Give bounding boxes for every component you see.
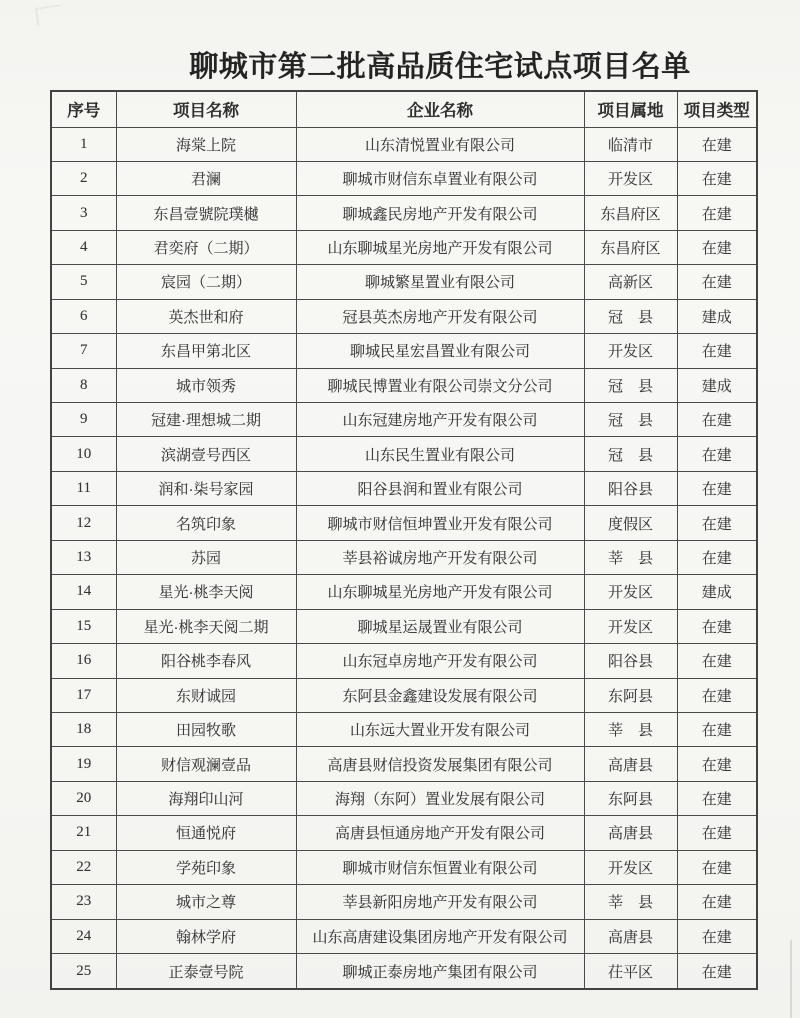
table-row bbox=[51, 885, 757, 919]
cell-project-name: 苏园 bbox=[116, 540, 296, 574]
table-row bbox=[51, 609, 757, 643]
cell-location: 开发区 bbox=[584, 334, 677, 368]
cell-project-type: 在建 bbox=[677, 403, 757, 437]
cell-project-type: 在建 bbox=[677, 747, 757, 781]
cell-company-name: 聊城民博置业有限公司崇文分公司 bbox=[296, 368, 584, 402]
table-row bbox=[51, 334, 757, 368]
table-row bbox=[51, 196, 757, 230]
cell-company-name: 聊城正泰房地产集团有限公司 bbox=[296, 954, 584, 990]
table-row bbox=[51, 781, 757, 815]
cell-project-type: 建成 bbox=[677, 368, 757, 402]
cell-project-type: 在建 bbox=[677, 265, 757, 299]
document-title: 聊城市第二批高品质住宅试点项目名单 bbox=[189, 51, 691, 83]
cell-project-name: 城市领秀 bbox=[116, 368, 296, 402]
cell-project-type: 在建 bbox=[677, 540, 757, 574]
cell-project-type: 在建 bbox=[677, 678, 757, 712]
cell-project-type: 在建 bbox=[677, 850, 757, 884]
cell-company-name: 山东高唐建设集团房地产开发有限公司 bbox=[296, 919, 584, 953]
cell-company-name: 聊城鑫民房地产开发有限公司 bbox=[296, 196, 584, 230]
cell-location: 东昌府区 bbox=[584, 230, 677, 264]
cell-index: 12 bbox=[51, 506, 116, 540]
cell-index: 4 bbox=[51, 230, 116, 264]
cell-index: 23 bbox=[51, 885, 116, 919]
table-row bbox=[51, 403, 757, 437]
cell-company-name: 高唐县财信投资发展集团有限公司 bbox=[296, 747, 584, 781]
table-row bbox=[51, 575, 757, 609]
cell-project-type: 建成 bbox=[677, 575, 757, 609]
table-row bbox=[51, 368, 757, 402]
cell-project-type: 在建 bbox=[677, 712, 757, 746]
cell-index: 5 bbox=[51, 265, 116, 299]
cell-company-name: 海翔（东阿）置业发展有限公司 bbox=[296, 781, 584, 815]
table-row bbox=[51, 850, 757, 884]
cell-company-name: 山东远大置业开发有限公司 bbox=[296, 712, 584, 746]
cell-index: 2 bbox=[51, 161, 116, 195]
cell-project-name: 恒通悦府 bbox=[116, 816, 296, 850]
cell-index: 22 bbox=[51, 850, 116, 884]
col-header-project-name: 项目名称 bbox=[116, 91, 296, 127]
cell-index: 14 bbox=[51, 575, 116, 609]
cell-index: 21 bbox=[51, 816, 116, 850]
cell-index: 25 bbox=[51, 954, 116, 990]
cell-index: 10 bbox=[51, 437, 116, 471]
table-row bbox=[51, 919, 757, 953]
cell-project-type: 在建 bbox=[677, 506, 757, 540]
cell-project-name: 阳谷桃李春风 bbox=[116, 644, 296, 678]
cell-project-type: 在建 bbox=[677, 954, 757, 990]
cell-index: 11 bbox=[51, 471, 116, 505]
cell-index: 9 bbox=[51, 403, 116, 437]
cell-location: 高唐县 bbox=[584, 747, 677, 781]
cell-company-name: 聊城繁星置业有限公司 bbox=[296, 265, 584, 299]
cell-location: 冠 县 bbox=[584, 403, 677, 437]
cell-project-name: 东财诚园 bbox=[116, 678, 296, 712]
cell-company-name: 冠县英杰房地产开发有限公司 bbox=[296, 299, 584, 333]
cell-company-name: 山东民生置业有限公司 bbox=[296, 437, 584, 471]
cell-company-name: 山东冠建房地产开发有限公司 bbox=[296, 403, 584, 437]
col-header-location: 项目属地 bbox=[584, 91, 677, 127]
cell-location: 东昌府区 bbox=[584, 196, 677, 230]
cell-location: 高唐县 bbox=[584, 919, 677, 953]
table-row bbox=[51, 816, 757, 850]
cell-company-name: 山东冠卓房地产开发有限公司 bbox=[296, 644, 584, 678]
col-header-index: 序号 bbox=[51, 91, 116, 127]
cell-project-name: 冠建·理想城二期 bbox=[116, 403, 296, 437]
table-row bbox=[51, 471, 757, 505]
cell-location: 度假区 bbox=[584, 506, 677, 540]
cell-location: 莘 县 bbox=[584, 712, 677, 746]
cell-project-name: 滨湖壹号西区 bbox=[116, 437, 296, 471]
cell-project-name: 翰林学府 bbox=[116, 919, 296, 953]
cell-project-type: 建成 bbox=[677, 299, 757, 333]
cell-project-name: 星光·桃李天阅二期 bbox=[116, 609, 296, 643]
scan-edge-line-artifact bbox=[790, 940, 792, 1018]
cell-company-name: 聊城市财信东恒置业有限公司 bbox=[296, 850, 584, 884]
cell-company-name: 山东聊城星光房地产开发有限公司 bbox=[296, 575, 584, 609]
header-row bbox=[51, 91, 757, 127]
table-row bbox=[51, 161, 757, 195]
cell-location: 开发区 bbox=[584, 850, 677, 884]
cell-project-type: 在建 bbox=[677, 127, 757, 161]
cell-company-name: 聊城星运晟置业有限公司 bbox=[296, 609, 584, 643]
cell-location: 阳谷县 bbox=[584, 644, 677, 678]
cell-project-type: 在建 bbox=[677, 644, 757, 678]
cell-index: 13 bbox=[51, 540, 116, 574]
cell-project-type: 在建 bbox=[677, 816, 757, 850]
cell-project-type: 在建 bbox=[677, 781, 757, 815]
cell-location: 东阿县 bbox=[584, 781, 677, 815]
cell-project-type: 在建 bbox=[677, 919, 757, 953]
cell-project-type: 在建 bbox=[677, 230, 757, 264]
cell-project-name: 君澜 bbox=[116, 161, 296, 195]
cell-company-name: 聊城市财信东卓置业有限公司 bbox=[296, 161, 584, 195]
table-row bbox=[51, 127, 757, 161]
cell-project-name: 海棠上院 bbox=[116, 127, 296, 161]
cell-location: 冠 县 bbox=[584, 299, 677, 333]
table-row bbox=[51, 437, 757, 471]
cell-project-name: 润和·柒号家园 bbox=[116, 471, 296, 505]
table-row bbox=[51, 644, 757, 678]
table-row bbox=[51, 230, 757, 264]
cell-company-name: 山东聊城星光房地产开发有限公司 bbox=[296, 230, 584, 264]
cell-location: 冠 县 bbox=[584, 437, 677, 471]
cell-index: 7 bbox=[51, 334, 116, 368]
cell-location: 阳谷县 bbox=[584, 471, 677, 505]
cell-project-name: 东昌壹號院璞樾 bbox=[116, 196, 296, 230]
cell-index: 16 bbox=[51, 644, 116, 678]
cell-index: 3 bbox=[51, 196, 116, 230]
cell-project-name: 星光·桃李天阅 bbox=[116, 575, 296, 609]
cell-project-name: 君奕府（二期） bbox=[116, 230, 296, 264]
table-row bbox=[51, 954, 757, 990]
cell-index: 24 bbox=[51, 919, 116, 953]
cell-location: 冠 县 bbox=[584, 368, 677, 402]
cell-company-name: 东阿县金鑫建设发展有限公司 bbox=[296, 678, 584, 712]
table-row bbox=[51, 747, 757, 781]
cell-location: 临清市 bbox=[584, 127, 677, 161]
cell-project-name: 财信观澜壹品 bbox=[116, 747, 296, 781]
cell-project-type: 在建 bbox=[677, 196, 757, 230]
cell-index: 6 bbox=[51, 299, 116, 333]
cell-location: 开发区 bbox=[584, 575, 677, 609]
cell-project-name: 正泰壹号院 bbox=[116, 954, 296, 990]
cell-company-name: 莘县裕诚房地产开发有限公司 bbox=[296, 540, 584, 574]
cell-project-name: 田园牧歌 bbox=[116, 712, 296, 746]
col-header-type: 项目类型 bbox=[677, 91, 757, 127]
cell-location: 莘 县 bbox=[584, 540, 677, 574]
cell-location: 开发区 bbox=[584, 609, 677, 643]
cell-project-type: 在建 bbox=[677, 334, 757, 368]
cell-project-name: 海翔印山河 bbox=[116, 781, 296, 815]
cell-location: 莘 县 bbox=[584, 885, 677, 919]
cell-index: 8 bbox=[51, 368, 116, 402]
cell-location: 高唐县 bbox=[584, 816, 677, 850]
cell-company-name: 聊城市财信恒坤置业开发有限公司 bbox=[296, 506, 584, 540]
cell-project-name: 学苑印象 bbox=[116, 850, 296, 884]
cell-location: 东阿县 bbox=[584, 678, 677, 712]
col-header-company-name: 企业名称 bbox=[296, 91, 584, 127]
scan-corner-artifact bbox=[35, 4, 63, 25]
cell-index: 20 bbox=[51, 781, 116, 815]
cell-project-name: 名筑印象 bbox=[116, 506, 296, 540]
cell-project-name: 城市之尊 bbox=[116, 885, 296, 919]
cell-project-name: 宸园（二期） bbox=[116, 265, 296, 299]
cell-company-name: 莘县新阳房地产开发有限公司 bbox=[296, 885, 584, 919]
cell-company-name: 高唐县恒通房地产开发有限公司 bbox=[296, 816, 584, 850]
cell-index: 15 bbox=[51, 609, 116, 643]
cell-project-type: 在建 bbox=[677, 161, 757, 195]
cell-project-name: 英杰世和府 bbox=[116, 299, 296, 333]
table-row bbox=[51, 540, 757, 574]
cell-index: 19 bbox=[51, 747, 116, 781]
table-row bbox=[51, 678, 757, 712]
cell-index: 1 bbox=[51, 127, 116, 161]
table-row bbox=[51, 712, 757, 746]
cell-location: 开发区 bbox=[584, 161, 677, 195]
cell-location: 茌平区 bbox=[584, 954, 677, 990]
cell-company-name: 阳谷县润和置业有限公司 bbox=[296, 471, 584, 505]
cell-index: 17 bbox=[51, 678, 116, 712]
cell-company-name: 聊城民星宏昌置业有限公司 bbox=[296, 334, 584, 368]
cell-project-type: 在建 bbox=[677, 471, 757, 505]
cell-project-type: 在建 bbox=[677, 437, 757, 471]
cell-project-name: 东昌甲第北区 bbox=[116, 334, 296, 368]
cell-project-type: 在建 bbox=[677, 609, 757, 643]
table-row bbox=[51, 299, 757, 333]
cell-location: 高新区 bbox=[584, 265, 677, 299]
cell-project-type: 在建 bbox=[677, 885, 757, 919]
cell-company-name: 山东清悦置业有限公司 bbox=[296, 127, 584, 161]
project-list-table bbox=[50, 90, 758, 990]
table-row bbox=[51, 265, 757, 299]
table-row bbox=[51, 506, 757, 540]
cell-index: 18 bbox=[51, 712, 116, 746]
